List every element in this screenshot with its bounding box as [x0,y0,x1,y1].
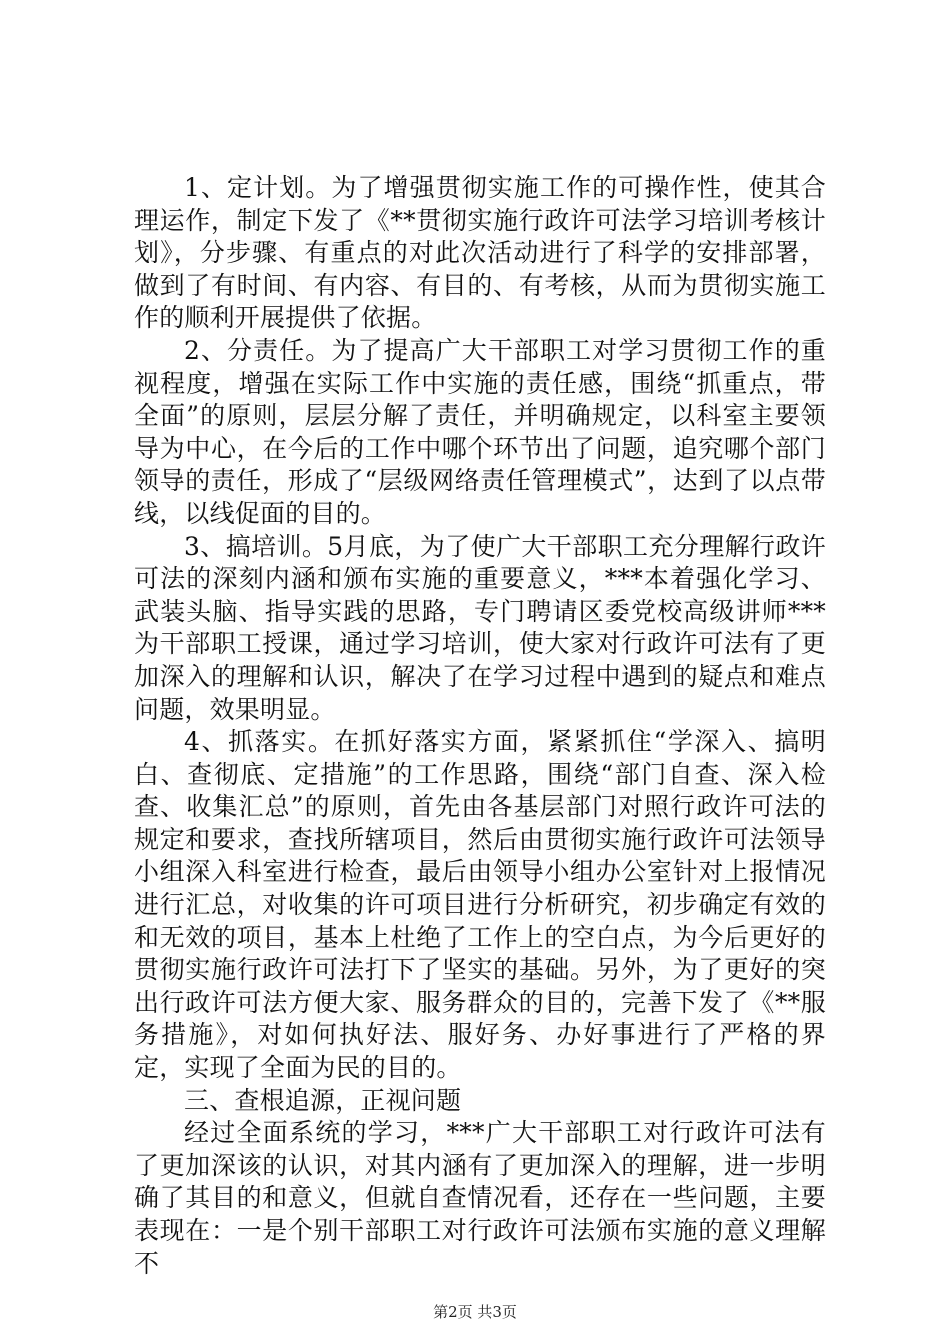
page-footer: 第2页 共3页 [433,1303,517,1321]
paragraph-training: 3、搞培训。5月底，为了使广大干部职工充分理解行政许可法的深刻内涵和颁布实施的重要意义，***本着强化学习、武装头脑、指导实践的思路，专门聘请区委党校高级讲师***为干部职工授课，通过学习培训，使大家对行政许可法有了更加深入的理解和认识，解决了在学习过程中遇到的疑点和难点问题，效果明显。 [134,531,826,724]
paragraph-problems: 经过全面系统的学习，***广大干部职工对行政许可法有了更加深该的认识，对其内涵有了更加深入的理解，进一步明确了其目的和意义，但就自查情况看，还存在一些问题，主要表现在：一是个别干部职工对行政许可法颁布实施的意义理解不 [134,1118,826,1278]
section-heading: 三、查根追源，正视问题 [184,1085,462,1115]
paragraph-plan: 1、定计划。为了增强贯彻实施工作的可操作性，使其合理运作，制定下发了《**贯彻实施行政许可法学习培训考核计划》，分步骤、有重点的对此次活动进行了科学的安排部署，做到了有时间、有内容、有目的、有考核，从而为贯彻实施工作的顺利开展提供了依据。 [134,173,826,333]
paragraph-responsibility: 2、分责任。为了提高广大干部职工对学习贯彻工作的重视程度，增强在实际工作中实施的责任感，围绕“抓重点，带全面”的原则，层层分解了责任，并明确规定，以科室主要领导为中心，在今后的工作中哪个环节出了问题，追究哪个部门领导的责任，形成了“层级网络责任管理模式”，达到了以点带线，以线促面的目的。 [134,335,826,528]
paragraph-implementation: 4、抓落实。在抓好落实方面，紧紧抓住“学深入、搞明白、查彻底、定措施”的工作思路，围绕“部门自查、深入检查、收集汇总”的原则，首先由各基层部门对照行政许可法的规定和要求，查找所辖项目，然后由贯彻实施行政许可法领导小组深入科室进行检查，最后由领导小组办公室针对上报情况进行汇总，对收集的许可项目进行分析研究，初步确定有效的和无效的项目，基本上杜绝了工作上的空白点，为今后更好的贯彻实施行政许可法打下了坚实的基础。另外，为了更好的突出行政许可法方便大家、服务群众的目的，完善下发了《**服务措施》，对如何执好法、服好务、办好事进行了严格的界定，实现了全面为民的目的。 [134,727,826,1083]
document-body [134,172,826,1280]
